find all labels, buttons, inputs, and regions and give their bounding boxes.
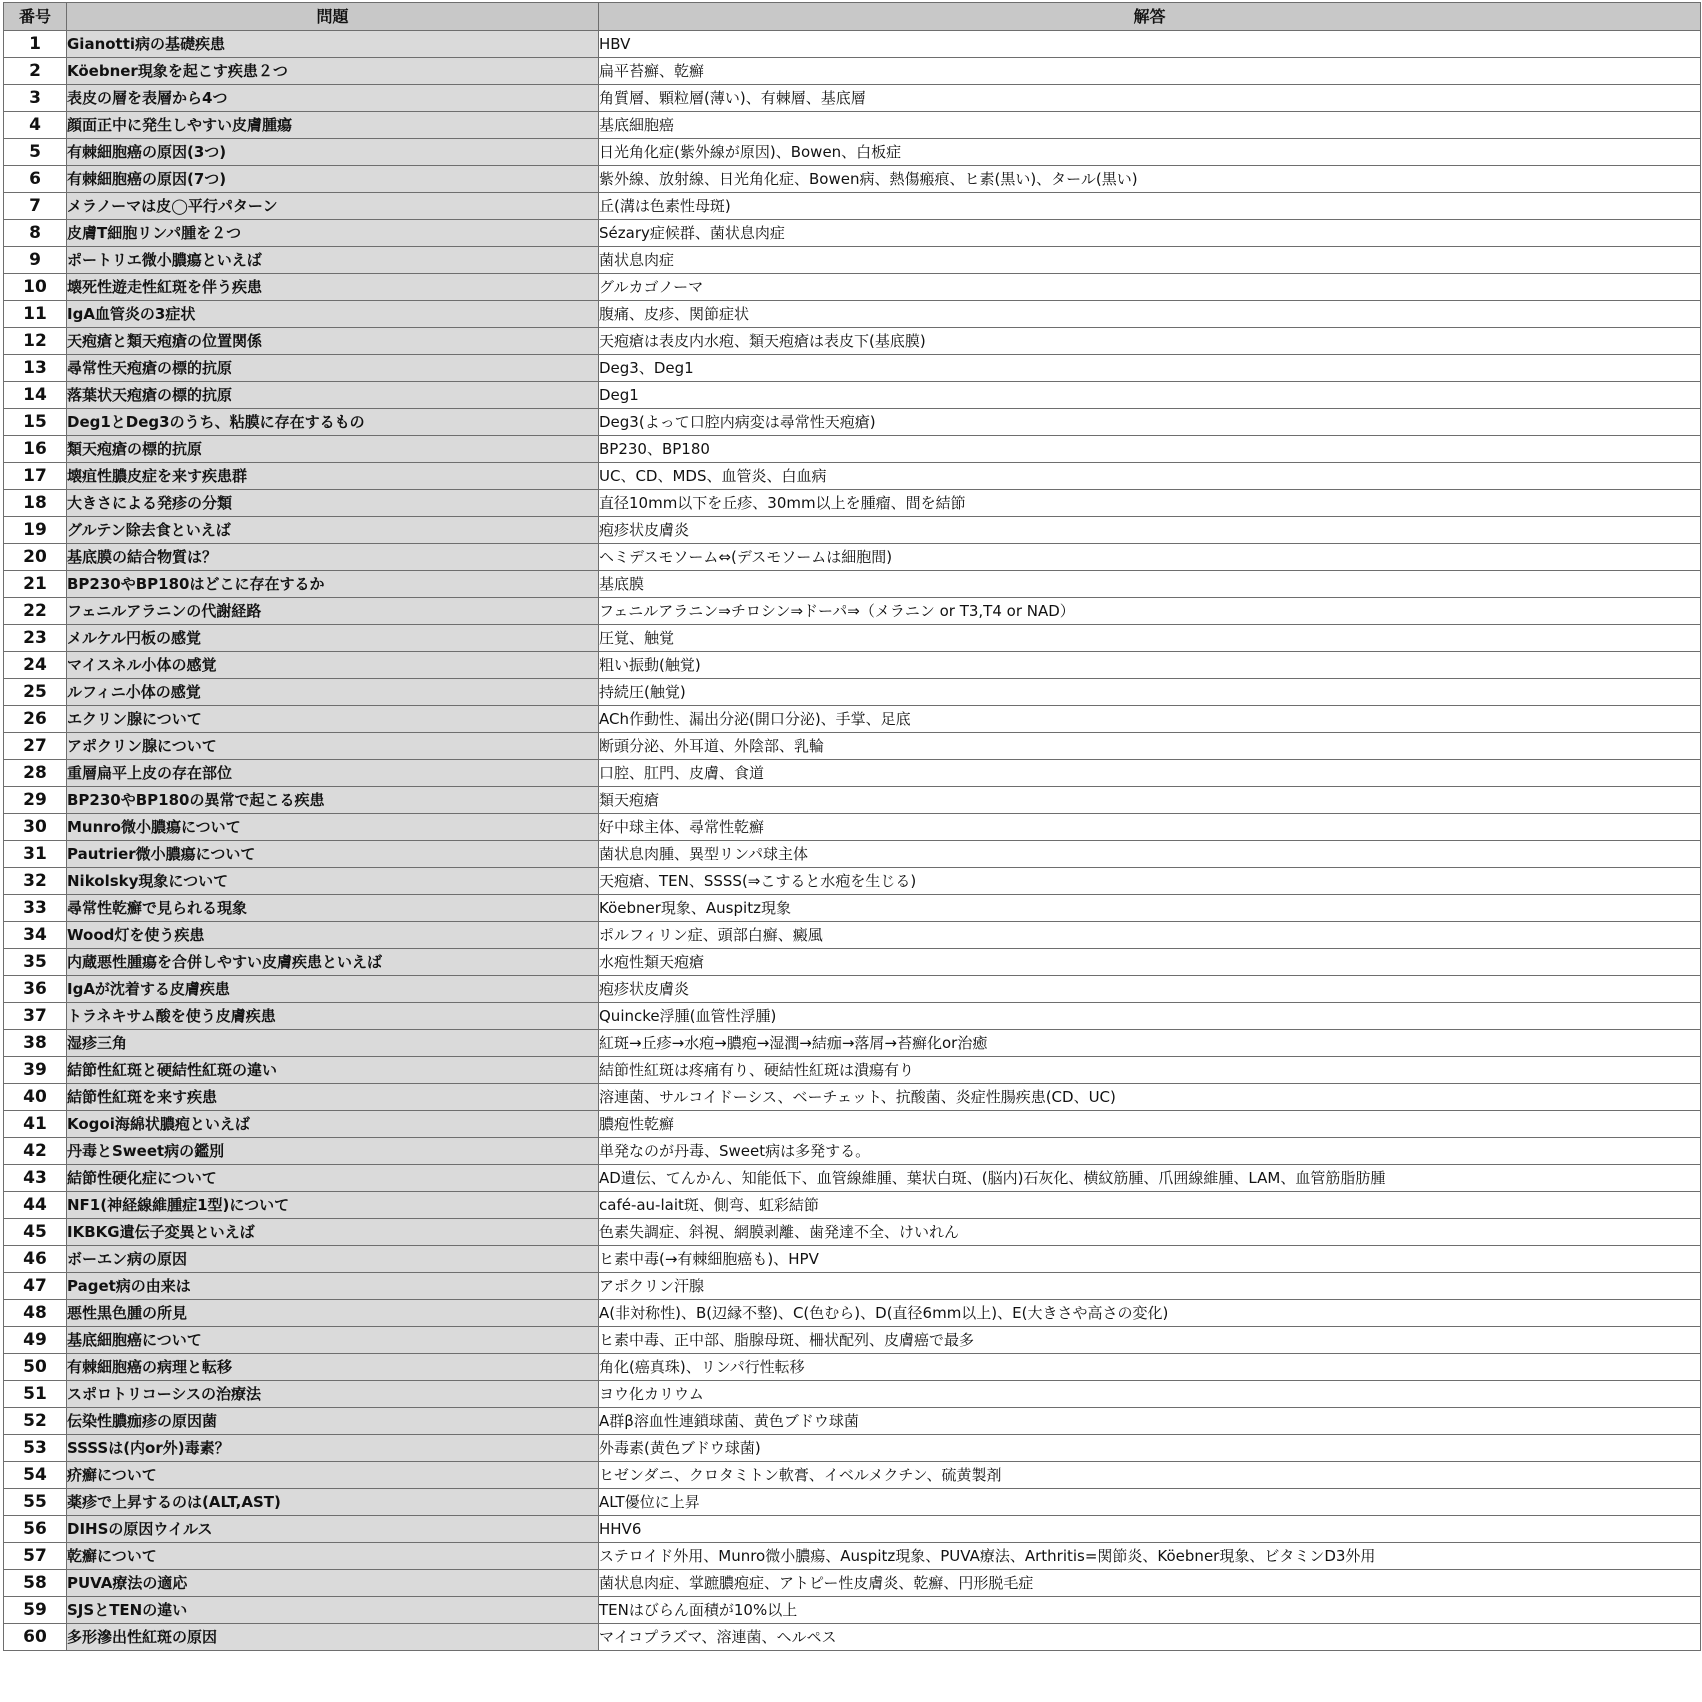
question-cell: 疥癬について — [67, 1462, 599, 1489]
table-row — [4, 274, 1701, 301]
table-row — [4, 1408, 1701, 1435]
answer-cell: 菌状息肉症、掌蹠膿疱症、アトピー性皮膚炎、乾癬、円形脱毛症 — [599, 1570, 1701, 1597]
table-row — [4, 382, 1701, 409]
answer-cell: ポルフィリン症、頭部白癬、癜風 — [599, 922, 1701, 949]
question-cell: 結節性紅斑を来す疾患 — [67, 1084, 599, 1111]
question-cell: 類天疱瘡の標的抗原 — [67, 436, 599, 463]
table-row — [4, 922, 1701, 949]
question-cell: ボーエン病の原因 — [67, 1246, 599, 1273]
question-cell: IgA血管炎の3症状 — [67, 301, 599, 328]
answer-cell: 基底膜 — [599, 571, 1701, 598]
question-cell: 内蔵悪性腫瘍を合併しやすい皮膚疾患といえば — [67, 949, 599, 976]
table-row — [4, 949, 1701, 976]
table-row — [4, 1543, 1701, 1570]
question-cell: 尋常性天疱瘡の標的抗原 — [67, 355, 599, 382]
answer-cell: 直径10mm以下を丘疹、30mm以上を腫瘤、間を結節 — [599, 490, 1701, 517]
answer-cell: 好中球主体、尋常性乾癬 — [599, 814, 1701, 841]
row-number-cell: 32 — [4, 868, 67, 895]
row-number-cell: 31 — [4, 841, 67, 868]
table-row — [4, 1111, 1701, 1138]
table-row — [4, 1300, 1701, 1327]
table-row — [4, 1381, 1701, 1408]
table-row — [4, 1246, 1701, 1273]
question-cell: スポロトリコーシスの治療法 — [67, 1381, 599, 1408]
row-number-cell: 37 — [4, 1003, 67, 1030]
question-cell: 湿疹三角 — [67, 1030, 599, 1057]
answer-cell: 紅斑→丘疹→水疱→膿疱→湿潤→結痂→落屑→苔癬化or治癒 — [599, 1030, 1701, 1057]
answer-cell: AD遺伝、てんかん、知能低下、血管線維腫、葉状白斑、(脳内)石灰化、横紋筋腫、爪囲線維腫、LAM、血管筋脂肪腫 — [599, 1165, 1701, 1192]
row-number-cell: 14 — [4, 382, 67, 409]
question-cell: フェニルアラニンの代謝経路 — [67, 598, 599, 625]
row-number-cell: 35 — [4, 949, 67, 976]
table-row — [4, 301, 1701, 328]
row-number-cell: 41 — [4, 1111, 67, 1138]
question-cell: 基底細胞癌について — [67, 1327, 599, 1354]
answer-cell: 腹痛、皮疹、関節症状 — [599, 301, 1701, 328]
row-number-cell: 21 — [4, 571, 67, 598]
table-row — [4, 1624, 1701, 1651]
table-row — [4, 895, 1701, 922]
table-row — [4, 58, 1701, 85]
row-number-cell: 46 — [4, 1246, 67, 1273]
row-number-cell: 36 — [4, 976, 67, 1003]
row-number-cell: 6 — [4, 166, 67, 193]
answer-cell: 単発なのが丹毒、Sweet病は多発する。 — [599, 1138, 1701, 1165]
answer-cell: 角化(癌真珠)、リンパ行性転移 — [599, 1354, 1701, 1381]
table-row — [4, 706, 1701, 733]
row-number-cell: 34 — [4, 922, 67, 949]
question-cell: 基底膜の結合物質は？ — [67, 544, 599, 571]
table-row — [4, 1192, 1701, 1219]
question-cell: ポートリエ微小膿瘍といえば — [67, 247, 599, 274]
answer-cell: 基底細胞癌 — [599, 112, 1701, 139]
table-row — [4, 328, 1701, 355]
answer-cell: ヨウ化カリウム — [599, 1381, 1701, 1408]
question-cell: 顔面正中に発生しやすい皮膚腫瘍 — [67, 112, 599, 139]
row-number-cell: 9 — [4, 247, 67, 274]
question-cell: 乾癬について — [67, 1543, 599, 1570]
answer-cell: Quincke浮腫(血管性浮腫) — [599, 1003, 1701, 1030]
question-column-header: 問題 — [67, 3, 599, 31]
question-cell: 皮膚T細胞リンパ腫を２つ — [67, 220, 599, 247]
table-row — [4, 841, 1701, 868]
table-row — [4, 1165, 1701, 1192]
question-cell: 結節性紅斑と硬結性紅斑の違い — [67, 1057, 599, 1084]
question-cell: BP230やBP180はどこに存在するか — [67, 571, 599, 598]
table-row — [4, 85, 1701, 112]
question-cell: 表皮の層を表層から4つ — [67, 85, 599, 112]
row-number-cell: 50 — [4, 1354, 67, 1381]
table-row — [4, 166, 1701, 193]
question-cell: IgAが沈着する皮膚疾患 — [67, 976, 599, 1003]
row-number-cell: 28 — [4, 760, 67, 787]
question-cell: メルケル円板の感覚 — [67, 625, 599, 652]
row-number-cell: 54 — [4, 1462, 67, 1489]
table-row — [4, 436, 1701, 463]
row-number-cell: 45 — [4, 1219, 67, 1246]
question-cell: PUVA療法の適応 — [67, 1570, 599, 1597]
question-cell: Deg1とDeg3のうち、粘膜に存在するもの — [67, 409, 599, 436]
question-cell: グルテン除去食といえば — [67, 517, 599, 544]
answer-cell: 断頭分泌、外耳道、外陰部、乳輪 — [599, 733, 1701, 760]
question-cell: BP230やBP180の異常で起こる疾患 — [67, 787, 599, 814]
table-row — [4, 1462, 1701, 1489]
table-row — [4, 112, 1701, 139]
row-number-cell: 20 — [4, 544, 67, 571]
answer-cell: 日光角化症(紫外線が原因)、Bowen、白板症 — [599, 139, 1701, 166]
row-number-cell: 12 — [4, 328, 67, 355]
question-cell: 悪性黒色腫の所見 — [67, 1300, 599, 1327]
row-number-cell: 22 — [4, 598, 67, 625]
table-body — [4, 31, 1701, 1651]
row-number-cell: 25 — [4, 679, 67, 706]
row-number-cell: 11 — [4, 301, 67, 328]
answer-cell: ヒ素中毒(→有棘細胞癌も)、HPV — [599, 1246, 1701, 1273]
question-cell: ルフィニ小体の感覚 — [67, 679, 599, 706]
answer-cell: 類天疱瘡 — [599, 787, 1701, 814]
answer-cell: 粗い振動(触覚) — [599, 652, 1701, 679]
row-number-cell: 26 — [4, 706, 67, 733]
question-cell: 多形滲出性紅斑の原因 — [67, 1624, 599, 1651]
table-row — [4, 733, 1701, 760]
table-row — [4, 1489, 1701, 1516]
answer-cell: ヘミデスモソーム⇔(デスモソームは細胞間) — [599, 544, 1701, 571]
question-cell: 有棘細胞癌の病理と転移 — [67, 1354, 599, 1381]
table-row — [4, 571, 1701, 598]
table-row — [4, 247, 1701, 274]
table-row — [4, 463, 1701, 490]
question-cell: 有棘細胞癌の原因(7つ) — [67, 166, 599, 193]
question-cell: SSSSは(内or外)毒素？ — [67, 1435, 599, 1462]
table-row — [4, 193, 1701, 220]
table-row — [4, 409, 1701, 436]
header-row — [4, 3, 1701, 31]
row-number-cell: 3 — [4, 85, 67, 112]
row-number-cell: 27 — [4, 733, 67, 760]
answer-cell: Deg1 — [599, 382, 1701, 409]
answer-cell: 天疱瘡、TEN、SSSS(⇒こすると水疱を生じる) — [599, 868, 1701, 895]
question-cell: 丹毒とSweet病の鑑別 — [67, 1138, 599, 1165]
table-row — [4, 220, 1701, 247]
answer-cell: アポクリン汗腺 — [599, 1273, 1701, 1300]
row-number-cell: 58 — [4, 1570, 67, 1597]
question-cell: Nikolsky現象について — [67, 868, 599, 895]
table-row — [4, 139, 1701, 166]
answer-cell: ACh作動性、漏出分泌(開口分泌)、手掌、足底 — [599, 706, 1701, 733]
answer-cell: A群β溶血性連鎖球菌、黄色ブドウ球菌 — [599, 1408, 1701, 1435]
row-number-cell: 33 — [4, 895, 67, 922]
question-cell: Kogoi海綿状膿疱といえば — [67, 1111, 599, 1138]
question-cell: 天疱瘡と類天疱瘡の位置関係 — [67, 328, 599, 355]
table-row — [4, 31, 1701, 58]
table-row — [4, 652, 1701, 679]
answer-cell: HBV — [599, 31, 1701, 58]
row-number-cell: 10 — [4, 274, 67, 301]
question-cell: メラノーマは皮◯平行パターン — [67, 193, 599, 220]
row-number-cell: 19 — [4, 517, 67, 544]
question-cell: NF1(神経線維腫症1型)について — [67, 1192, 599, 1219]
table-row — [4, 1084, 1701, 1111]
answer-cell: 疱疹状皮膚炎 — [599, 517, 1701, 544]
answer-cell: 色素失調症、斜視、網膜剥離、歯発達不全、けいれん — [599, 1219, 1701, 1246]
row-number-cell: 60 — [4, 1624, 67, 1651]
answer-cell: 菌状息肉腫、異型リンパ球主体 — [599, 841, 1701, 868]
number-column-header: 番号 — [4, 3, 67, 31]
row-number-cell: 40 — [4, 1084, 67, 1111]
row-number-cell: 8 — [4, 220, 67, 247]
question-cell: 伝染性膿痂疹の原因菌 — [67, 1408, 599, 1435]
table-row — [4, 760, 1701, 787]
answer-cell: HHV6 — [599, 1516, 1701, 1543]
table-row — [4, 490, 1701, 517]
row-number-cell: 7 — [4, 193, 67, 220]
answer-cell: ヒ素中毒、正中部、脂腺母斑、柵状配列、皮膚癌で最多 — [599, 1327, 1701, 1354]
answer-cell: Sézary症候群、菌状息肉症 — [599, 220, 1701, 247]
row-number-cell: 48 — [4, 1300, 67, 1327]
row-number-cell: 29 — [4, 787, 67, 814]
table-row — [4, 679, 1701, 706]
table-row — [4, 1138, 1701, 1165]
table-row — [4, 1057, 1701, 1084]
row-number-cell: 24 — [4, 652, 67, 679]
question-cell: 重層扁平上皮の存在部位 — [67, 760, 599, 787]
question-cell: Wood灯を使う疾患 — [67, 922, 599, 949]
row-number-cell: 56 — [4, 1516, 67, 1543]
row-number-cell: 18 — [4, 490, 67, 517]
answer-cell: 持続圧(触覚) — [599, 679, 1701, 706]
answer-cell: Köebner現象、Auspitz現象 — [599, 895, 1701, 922]
question-cell: Munro微小膿瘍について — [67, 814, 599, 841]
answer-cell: フェニルアラニン⇒チロシン⇒ドーパ⇒（メラニン or T3,T4 or NAD） — [599, 598, 1701, 625]
question-cell: 壊疽性膿皮症を来す疾患群 — [67, 463, 599, 490]
question-cell: トラネキサム酸を使う皮膚疾患 — [67, 1003, 599, 1030]
row-number-cell: 23 — [4, 625, 67, 652]
answer-cell: グルカゴノーマ — [599, 274, 1701, 301]
table-row — [4, 1030, 1701, 1057]
question-cell: Köebner現象を起こす疾患２つ — [67, 58, 599, 85]
table-row — [4, 598, 1701, 625]
question-cell: エクリン腺について — [67, 706, 599, 733]
row-number-cell: 38 — [4, 1030, 67, 1057]
answer-cell: 口腔、肛門、皮膚、食道 — [599, 760, 1701, 787]
answer-cell: UC、CD、MDS、血管炎、白血病 — [599, 463, 1701, 490]
question-cell: DIHSの原因ウイルス — [67, 1516, 599, 1543]
row-number-cell: 13 — [4, 355, 67, 382]
row-number-cell: 51 — [4, 1381, 67, 1408]
question-cell: 落葉状天疱瘡の標的抗原 — [67, 382, 599, 409]
question-cell: Paget病の由来は — [67, 1273, 599, 1300]
row-number-cell: 49 — [4, 1327, 67, 1354]
answer-cell: 天疱瘡は表皮内水疱、類天疱瘡は表皮下(基底膜) — [599, 328, 1701, 355]
answer-cell: 溶連菌、サルコイドーシス、ベーチェット、抗酸菌、炎症性腸疾患(CD、UC) — [599, 1084, 1701, 1111]
answer-cell: Deg3、Deg1 — [599, 355, 1701, 382]
table-row — [4, 976, 1701, 1003]
table-row — [4, 1003, 1701, 1030]
table-row — [4, 1435, 1701, 1462]
row-number-cell: 55 — [4, 1489, 67, 1516]
question-cell: マイスネル小体の感覚 — [67, 652, 599, 679]
table-row — [4, 1273, 1701, 1300]
row-number-cell: 43 — [4, 1165, 67, 1192]
table-row — [4, 814, 1701, 841]
table-row — [4, 1597, 1701, 1624]
answer-cell: マイコプラズマ、溶連菌、ヘルペス — [599, 1624, 1701, 1651]
question-cell: 薬疹で上昇するのは(ALT,AST) — [67, 1489, 599, 1516]
question-cell: アポクリン腺について — [67, 733, 599, 760]
answer-cell: 膿疱性乾癬 — [599, 1111, 1701, 1138]
answer-cell: café-au-lait斑、側弯、虹彩結節 — [599, 1192, 1701, 1219]
row-number-cell: 59 — [4, 1597, 67, 1624]
row-number-cell: 42 — [4, 1138, 67, 1165]
row-number-cell: 5 — [4, 139, 67, 166]
row-number-cell: 4 — [4, 112, 67, 139]
question-cell: Pautrier微小膿瘍について — [67, 841, 599, 868]
answer-cell: Deg3(よって口腔内病変は尋常性天疱瘡) — [599, 409, 1701, 436]
row-number-cell: 1 — [4, 31, 67, 58]
answer-cell: 水疱性類天疱瘡 — [599, 949, 1701, 976]
answer-cell: A(非対称性)、B(辺縁不整)、C(色むら)、D(直径6mm以上)、E(大きさや高さの変化) — [599, 1300, 1701, 1327]
question-cell: 大きさによる発疹の分類 — [67, 490, 599, 517]
answer-cell: ヒゼンダニ、クロタミトン軟膏、イベルメクチン、硫黄製剤 — [599, 1462, 1701, 1489]
row-number-cell: 53 — [4, 1435, 67, 1462]
table-row — [4, 787, 1701, 814]
answer-cell: 角質層、顆粒層(薄い)、有棘層、基底層 — [599, 85, 1701, 112]
row-number-cell: 57 — [4, 1543, 67, 1570]
question-cell: 尋常性乾癬で見られる現象 — [67, 895, 599, 922]
table-row — [4, 355, 1701, 382]
answer-cell: 扁平苔癬、乾癬 — [599, 58, 1701, 85]
answer-cell: ALT優位に上昇 — [599, 1489, 1701, 1516]
question-cell: SJSとTENの違い — [67, 1597, 599, 1624]
question-cell: 結節性硬化症について — [67, 1165, 599, 1192]
table-row — [4, 1327, 1701, 1354]
question-cell: IKBKG遺伝子変異といえば — [67, 1219, 599, 1246]
answer-cell: 圧覚、触覚 — [599, 625, 1701, 652]
answer-cell: TENはびらん面積が10%以上 — [599, 1597, 1701, 1624]
answer-cell: ステロイド外用、Munro微小膿瘍、Auspitz現象、PUVA療法、Arthritis=関節炎、Köebner現象、ビタミンD3外用 — [599, 1543, 1701, 1570]
table-row — [4, 1219, 1701, 1246]
table-row — [4, 1354, 1701, 1381]
table-row — [4, 544, 1701, 571]
qa-table — [3, 2, 1701, 1651]
table-row — [4, 625, 1701, 652]
answer-cell: 菌状息肉症 — [599, 247, 1701, 274]
row-number-cell: 47 — [4, 1273, 67, 1300]
row-number-cell: 16 — [4, 436, 67, 463]
answer-cell: 紫外線、放射線、日光角化症、Bowen病、熱傷瘢痕、ヒ素(黒い)、タール(黒い) — [599, 166, 1701, 193]
table-row — [4, 517, 1701, 544]
table-row — [4, 868, 1701, 895]
row-number-cell: 52 — [4, 1408, 67, 1435]
row-number-cell: 44 — [4, 1192, 67, 1219]
question-cell: 壊死性遊走性紅斑を伴う疾患 — [67, 274, 599, 301]
answer-cell: 結節性紅斑は疼痛有り、硬結性紅斑は潰瘍有り — [599, 1057, 1701, 1084]
row-number-cell: 39 — [4, 1057, 67, 1084]
answer-cell: 外毒素(黄色ブドウ球菌) — [599, 1435, 1701, 1462]
table-row — [4, 1570, 1701, 1597]
answer-cell: 丘(溝は色素性母斑) — [599, 193, 1701, 220]
row-number-cell: 15 — [4, 409, 67, 436]
answer-cell: BP230、BP180 — [599, 436, 1701, 463]
question-cell: Gianotti病の基礎疾患 — [67, 31, 599, 58]
answer-column-header: 解答 — [599, 3, 1701, 31]
question-cell: 有棘細胞癌の原因(3つ) — [67, 139, 599, 166]
answer-cell: 疱疹状皮膚炎 — [599, 976, 1701, 1003]
row-number-cell: 17 — [4, 463, 67, 490]
row-number-cell: 2 — [4, 58, 67, 85]
table-row — [4, 1516, 1701, 1543]
row-number-cell: 30 — [4, 814, 67, 841]
